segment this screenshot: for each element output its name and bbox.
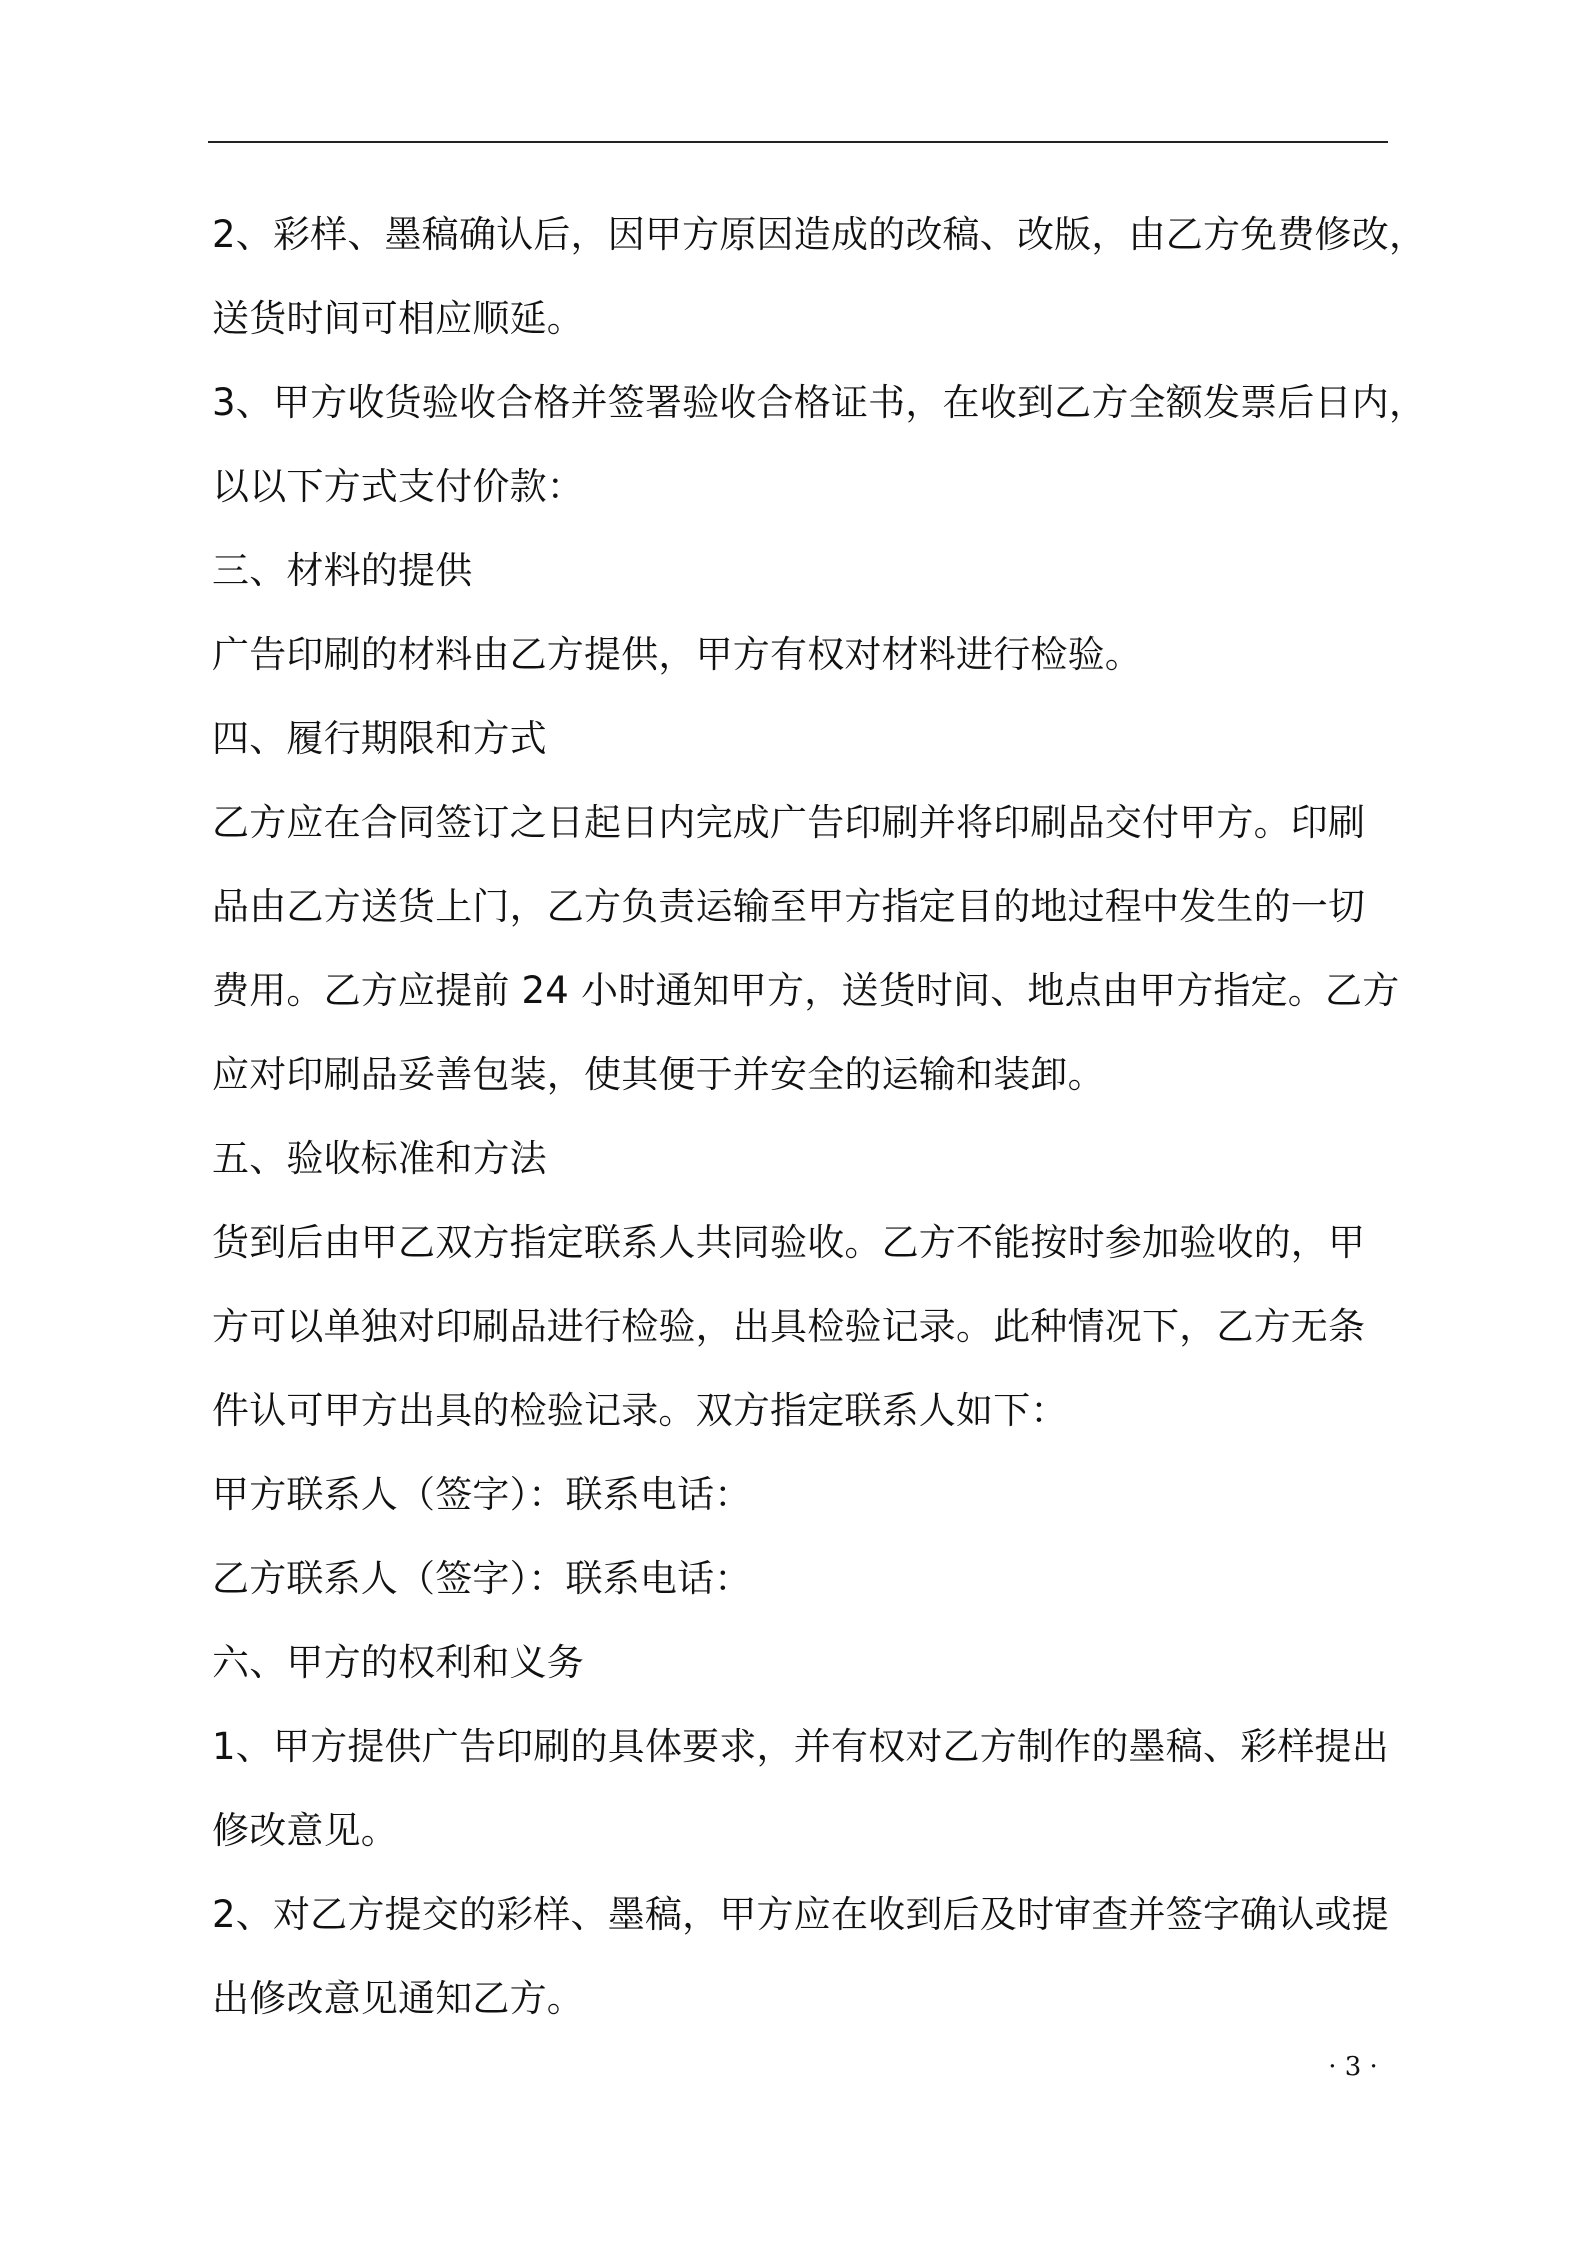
text-line: 3、甲方收货验收合格并签署验收合格证书，在收到乙方全额发票后日内，	[212, 381, 1427, 424]
document-body	[212, 193, 1427, 2041]
text-line: 件认可甲方出具的检验记录。双方指定联系人如下：	[212, 1389, 1068, 1432]
contact-line-party-b: 乙方联系人（签字）：联系电话：	[212, 1557, 752, 1600]
page-number: · 3 ·	[1328, 2052, 1378, 2082]
text-line: 出修改意见通知乙方。	[212, 1977, 584, 2020]
text-line: 费用。乙方应提前 24 小时通知甲方，送货时间、地点由甲方指定。乙方	[212, 969, 1400, 1012]
text-line: 品由乙方送货上门，乙方负责运输至甲方指定目的地过程中发生的一切	[212, 885, 1366, 928]
section-heading: 四、履行期限和方式	[212, 717, 547, 760]
text-line: 以以下方式支付价款：	[212, 465, 584, 508]
section-heading: 六、甲方的权利和义务	[212, 1641, 584, 1684]
text-line: 送货时间可相应顺延。	[212, 297, 584, 340]
text-line: 方可以单独对印刷品进行检验，出具检验记录。此种情况下，乙方无条	[212, 1305, 1366, 1348]
text-line: 货到后由甲乙双方指定联系人共同验收。乙方不能按时参加验收的，甲	[212, 1221, 1366, 1264]
text-line: 2、彩样、墨稿确认后，因甲方原因造成的改稿、改版，由乙方免费修改，	[212, 213, 1427, 256]
text-line: 修改意见。	[212, 1809, 398, 1852]
contact-line-party-a: 甲方联系人（签字）：联系电话：	[212, 1473, 752, 1516]
header-rule	[208, 141, 1388, 143]
text-line: 2、对乙方提交的彩样、墨稿，甲方应在收到后及时审查并签字确认或提	[212, 1893, 1389, 1936]
text-line: 乙方应在合同签订之日起日内完成广告印刷并将印刷品交付甲方。印刷	[212, 801, 1366, 844]
text-line: 应对印刷品妥善包装，使其便于并安全的运输和装卸。	[212, 1053, 1105, 1096]
text-line: 1、甲方提供广告印刷的具体要求，并有权对乙方制作的墨稿、彩样提出	[212, 1725, 1389, 1768]
section-heading: 三、材料的提供	[212, 549, 473, 592]
text-line: 广告印刷的材料由乙方提供，甲方有权对材料进行检验。	[212, 633, 1142, 676]
section-heading: 五、验收标准和方法	[212, 1137, 547, 1180]
